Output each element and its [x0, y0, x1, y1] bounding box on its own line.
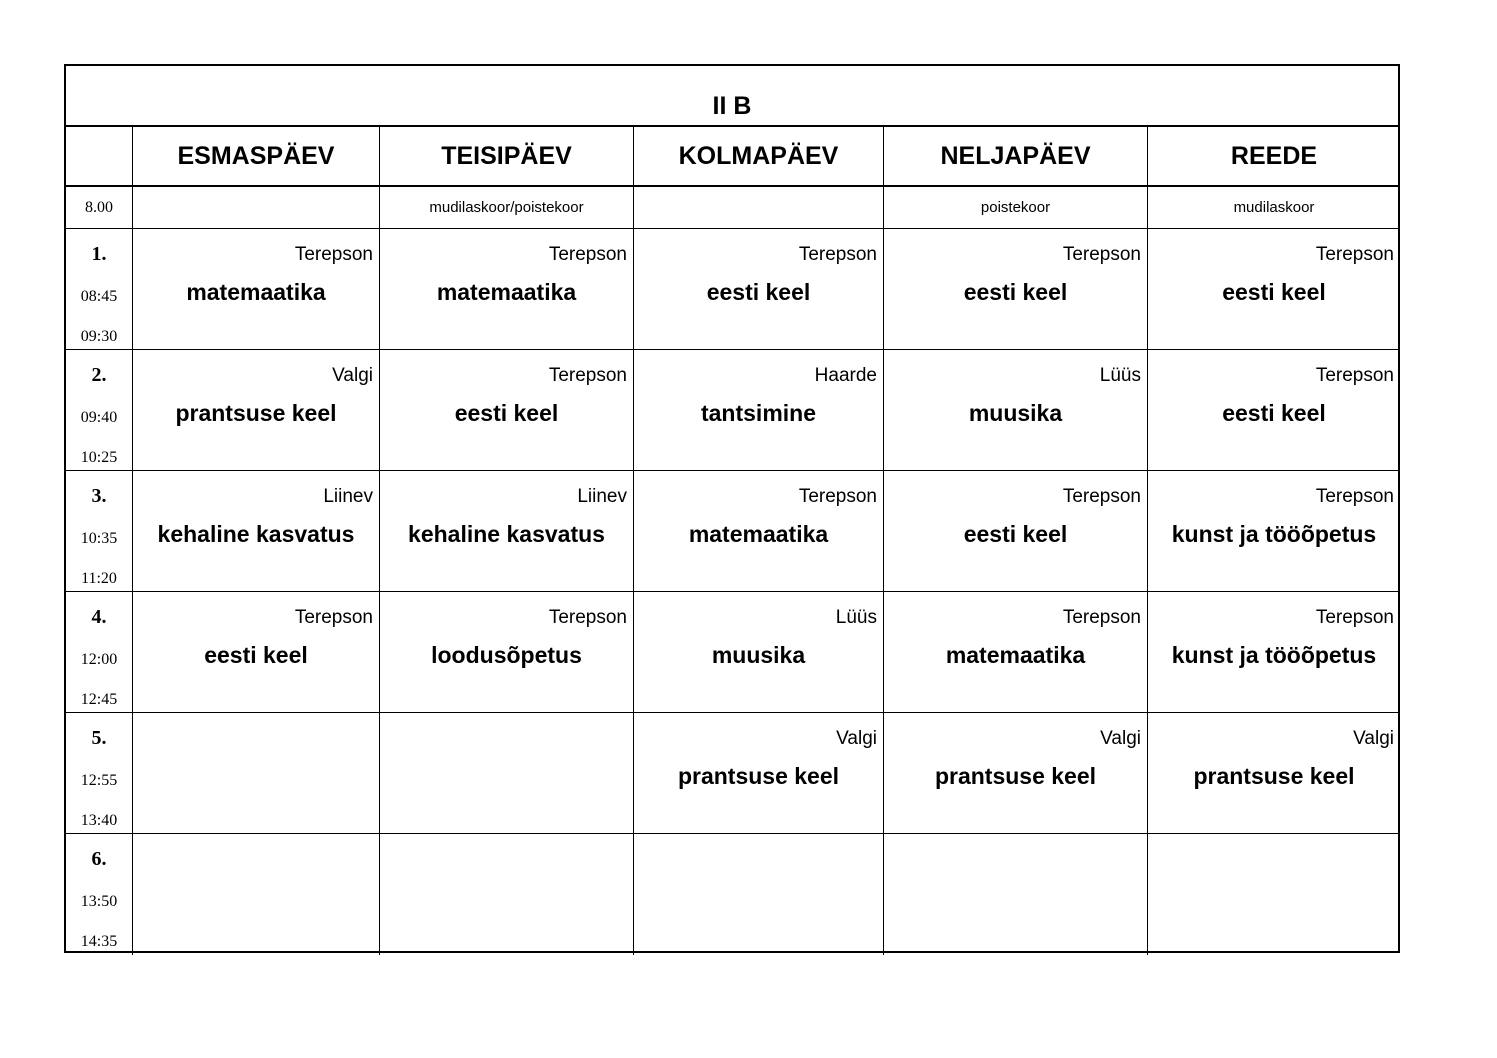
teacher-name: Valgi	[1353, 728, 1394, 749]
period-end-time: 10:25	[80, 449, 118, 466]
teacher-name: Terepson	[798, 244, 877, 265]
header-corner	[66, 127, 133, 187]
subject-name: matemaatika	[186, 279, 326, 305]
subject-name: muusika	[711, 642, 806, 668]
subject-name: kehaline kasvatus	[157, 521, 355, 547]
period-label-5	[66, 713, 133, 834]
period-start-time: 10:35	[80, 530, 118, 547]
choir-cell-friday: mudilaskoor	[1148, 187, 1400, 229]
lesson-cell-wednesday-period-6	[634, 834, 884, 955]
subject-name: tantsimine	[700, 400, 817, 426]
choir-cell-tuesday: mudilaskoor/poistekoor	[380, 187, 634, 229]
subject-name: prantsuse keel	[1193, 763, 1355, 789]
teacher-name: Terepson	[1315, 607, 1394, 628]
lesson-cell-thursday-period-5	[884, 713, 1148, 834]
lesson-cell-wednesday-period-5	[634, 713, 884, 834]
subject-name: matemaatika	[688, 521, 829, 547]
teacher-name: Terepson	[548, 365, 627, 386]
lesson-cell-thursday-period-4	[884, 592, 1148, 713]
teacher-name: Terepson	[1062, 486, 1141, 507]
lesson-cell-tuesday-period-4	[380, 592, 634, 713]
lesson-cell-friday-period-1	[1148, 229, 1400, 350]
subject-name: prantsuse keel	[934, 763, 1097, 789]
period-start-time: 09:40	[80, 409, 118, 426]
period-start-time: 12:00	[80, 651, 118, 668]
teacher-name: Haarde	[814, 365, 877, 386]
subject-name: eesti keel	[1222, 400, 1326, 426]
choir-cell-thursday: poistekoor	[884, 187, 1148, 229]
teacher-name: Terepson	[1315, 365, 1394, 386]
teacher-name: Terepson	[548, 244, 627, 265]
subject-name: eesti keel	[204, 642, 308, 668]
choir-cell-monday	[133, 187, 380, 229]
subject-name: eesti keel	[706, 279, 811, 305]
timetable	[64, 64, 1400, 953]
teacher-name: Lüüs	[1099, 365, 1141, 386]
period-number: 6.	[91, 848, 107, 870]
period-number: 4.	[91, 606, 107, 628]
subject-name: prantsuse keel	[175, 400, 337, 426]
day-header-thursday: NELJAPÄEV	[884, 127, 1148, 187]
lesson-cell-wednesday-period-1	[634, 229, 884, 350]
lesson-cell-monday-period-6	[133, 834, 380, 955]
subject-name: matemaatika	[945, 642, 1086, 668]
teacher-name: Liinev	[323, 486, 373, 507]
day-header-monday: ESMASPÄEV	[133, 127, 380, 187]
teacher-name: Valgi	[1100, 728, 1141, 749]
lesson-cell-tuesday-period-2	[380, 350, 634, 471]
subject-name: prantsuse keel	[677, 763, 840, 789]
teacher-name: Terepson	[1315, 244, 1394, 265]
period-end-time: 12:45	[80, 691, 118, 708]
teacher-name: Terepson	[294, 244, 373, 265]
schedule-grid	[66, 127, 1398, 955]
period-number: 2.	[91, 364, 107, 386]
teacher-name: Terepson	[548, 607, 627, 628]
period-label-6	[66, 834, 133, 955]
subject-name: matemaatika	[436, 279, 577, 305]
lesson-cell-wednesday-period-2	[634, 350, 884, 471]
subject-name: eesti keel	[963, 279, 1068, 305]
period-end-time: 13:40	[80, 812, 118, 829]
period-label-1	[66, 229, 133, 350]
period-start-time: 12:55	[80, 772, 118, 789]
lesson-cell-friday-period-2	[1148, 350, 1400, 471]
lesson-cell-thursday-period-3	[884, 471, 1148, 592]
period-label-3	[66, 471, 133, 592]
teacher-name: Valgi	[332, 365, 373, 386]
lesson-cell-wednesday-period-4	[634, 592, 884, 713]
lesson-cell-tuesday-period-5	[380, 713, 634, 834]
day-header-wednesday: KOLMAPÄEV	[634, 127, 884, 187]
lesson-cell-friday-period-4	[1148, 592, 1400, 713]
subject-name: kunst ja tööõpetus	[1171, 521, 1377, 547]
lesson-cell-friday-period-3	[1148, 471, 1400, 592]
lesson-cell-monday-period-2	[133, 350, 380, 471]
teacher-name: Terepson	[294, 607, 373, 628]
teacher-name: Valgi	[836, 728, 877, 749]
period-number: 5.	[91, 727, 107, 749]
day-header-tuesday: TEISIPÄEV	[380, 127, 634, 187]
period-label-4	[66, 592, 133, 713]
lesson-cell-monday-period-5	[133, 713, 380, 834]
lesson-cell-tuesday-period-3	[380, 471, 634, 592]
period-start-time: 13:50	[80, 893, 118, 910]
lesson-cell-tuesday-period-6	[380, 834, 634, 955]
teacher-name: Terepson	[1062, 244, 1141, 265]
teacher-name: Terepson	[798, 486, 877, 507]
choir-time: 8.00	[66, 187, 133, 229]
subject-name: muusika	[968, 400, 1063, 426]
lesson-cell-monday-period-4	[133, 592, 380, 713]
lesson-cell-monday-period-1	[133, 229, 380, 350]
teacher-name: Terepson	[1062, 607, 1141, 628]
subject-name: eesti keel	[1222, 279, 1326, 305]
teacher-name: Terepson	[1315, 486, 1394, 507]
period-number: 1.	[91, 243, 107, 265]
day-header-friday: REEDE	[1148, 127, 1400, 187]
lesson-cell-thursday-period-2	[884, 350, 1148, 471]
lesson-cell-thursday-period-6	[884, 834, 1148, 955]
period-label-2	[66, 350, 133, 471]
teacher-name: Liinev	[577, 486, 627, 507]
subject-name: kunst ja tööõpetus	[1171, 642, 1377, 668]
lesson-cell-wednesday-period-3	[634, 471, 884, 592]
class-title: II B	[66, 66, 1398, 127]
choir-cell-wednesday	[634, 187, 884, 229]
subject-name: eesti keel	[963, 521, 1068, 547]
teacher-name: Lüüs	[835, 607, 877, 628]
lesson-cell-tuesday-period-1	[380, 229, 634, 350]
period-end-time: 09:30	[80, 328, 118, 345]
lesson-cell-thursday-period-1	[884, 229, 1148, 350]
lesson-cell-friday-period-6	[1148, 834, 1400, 955]
period-end-time: 14:35	[80, 933, 118, 950]
period-start-time: 08:45	[80, 288, 118, 305]
lesson-cell-friday-period-5	[1148, 713, 1400, 834]
subject-name: kehaline kasvatus	[408, 521, 605, 547]
lesson-cell-monday-period-3	[133, 471, 380, 592]
period-end-time: 11:20	[81, 570, 117, 587]
subject-name: eesti keel	[454, 400, 559, 426]
subject-name: loodusõpetus	[431, 642, 582, 668]
period-number: 3.	[91, 485, 107, 507]
